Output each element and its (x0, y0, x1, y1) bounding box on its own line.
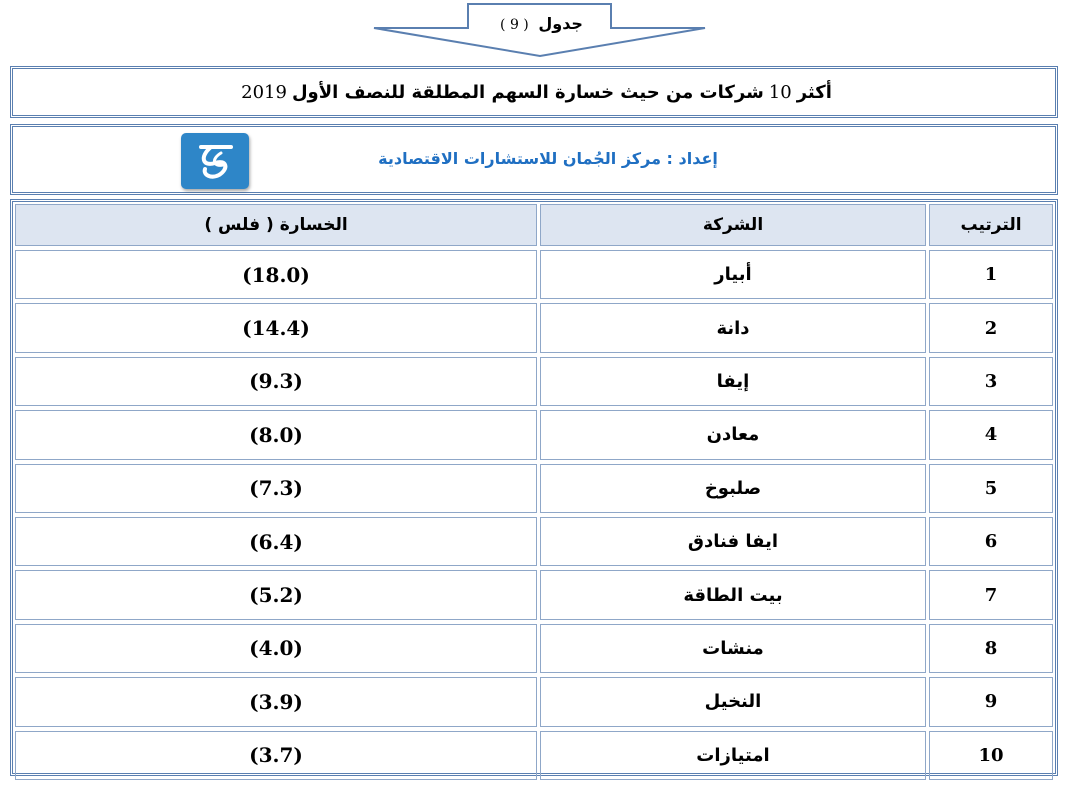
title-part1: أكثر (796, 81, 832, 103)
loss-value: (18.0) (242, 262, 310, 287)
rank-value: 4 (984, 424, 998, 446)
table-number-label (372, 14, 707, 33)
loss-cell (15, 570, 537, 619)
loss-cell (15, 303, 537, 352)
loss-cell (15, 464, 537, 513)
table-header-row (13, 202, 1055, 248)
company-name: إيفا (716, 370, 750, 392)
prepared-by-text: إعداد : مركز الجُمان للاستشارات الاقتصادية (378, 149, 718, 168)
rank-cell (929, 570, 1053, 619)
rank-cell (929, 731, 1053, 780)
table-number: ( 9 ) (500, 17, 529, 33)
rank-value: 6 (984, 531, 998, 553)
loss-cell (15, 250, 537, 299)
loss-value: (3.9) (249, 689, 303, 714)
company-cell (540, 410, 926, 459)
company-cell (540, 250, 926, 299)
aljuman-logo-icon (181, 133, 249, 189)
table-row (13, 301, 1055, 354)
loss-cell (15, 517, 537, 566)
rank-value: 1 (984, 264, 998, 286)
rank-value: 8 (984, 637, 998, 659)
page-title (13, 69, 1055, 115)
rank-value: 5 (984, 477, 998, 499)
company-name: منشات (702, 637, 764, 659)
company-cell (540, 624, 926, 673)
table-row (13, 622, 1055, 675)
rank-cell (929, 410, 1053, 459)
loss-value: (3.7) (249, 743, 303, 768)
company-name: معادن (706, 424, 760, 446)
company-cell (540, 464, 926, 513)
company-name: أبيار (714, 264, 752, 286)
company-name: ايفا فنادق (687, 531, 779, 553)
loss-cell (15, 731, 537, 780)
rank-value: 2 (984, 317, 998, 339)
loss-table (10, 199, 1058, 776)
company-cell (540, 357, 926, 406)
loss-value: (7.3) (249, 476, 303, 501)
header-loss: الخسارة ( فلس ) (15, 204, 537, 246)
table-row (13, 248, 1055, 301)
rank-value: 3 (984, 370, 998, 392)
company-name: امتيازات (696, 744, 770, 766)
rank-cell (929, 517, 1053, 566)
header-company: الشركة (540, 204, 926, 246)
loss-value: (9.3) (249, 369, 303, 394)
company-cell (540, 731, 926, 780)
company-cell (540, 570, 926, 619)
loss-value: (5.2) (249, 583, 303, 608)
company-name: صلبوخ (704, 477, 762, 499)
header-rank: الترتيب (929, 204, 1053, 246)
rank-value: 9 (984, 691, 998, 713)
rank-cell (929, 303, 1053, 352)
table-row (13, 462, 1055, 515)
title-year: 2019 (241, 81, 287, 103)
loss-cell (15, 357, 537, 406)
table-row (13, 355, 1055, 408)
rank-value: 10 (978, 744, 1004, 766)
loss-cell (15, 677, 537, 726)
loss-cell (15, 410, 537, 459)
aljuman-logo (181, 133, 249, 189)
loss-value: (6.4) (249, 529, 303, 554)
table-row (13, 408, 1055, 461)
company-name: بيت الطاقة (683, 584, 783, 606)
table-row (13, 729, 1055, 782)
title-part2: شركات من حيث خسارة السهم المطلقة للنصف الأول (291, 81, 764, 103)
company-cell (540, 517, 926, 566)
loss-value: (8.0) (249, 422, 303, 447)
company-cell (540, 677, 926, 726)
rank-cell (929, 250, 1053, 299)
prepared-by-box (10, 124, 1058, 195)
rank-cell (929, 357, 1053, 406)
table-row (13, 568, 1055, 621)
loss-value: (14.4) (242, 316, 310, 341)
rank-cell (929, 464, 1053, 513)
company-name: دانة (716, 317, 750, 339)
table-label: جدول (538, 14, 583, 33)
company-cell (540, 303, 926, 352)
title-count: 10 (768, 81, 792, 103)
loss-cell (15, 624, 537, 673)
table-number-banner (372, 2, 707, 58)
rank-cell (929, 624, 1053, 673)
table-row (13, 515, 1055, 568)
table-row (13, 675, 1055, 728)
rank-value: 7 (984, 584, 998, 606)
loss-value: (4.0) (249, 636, 303, 661)
title-box (10, 66, 1058, 118)
company-name: النخيل (704, 691, 762, 713)
rank-cell (929, 677, 1053, 726)
